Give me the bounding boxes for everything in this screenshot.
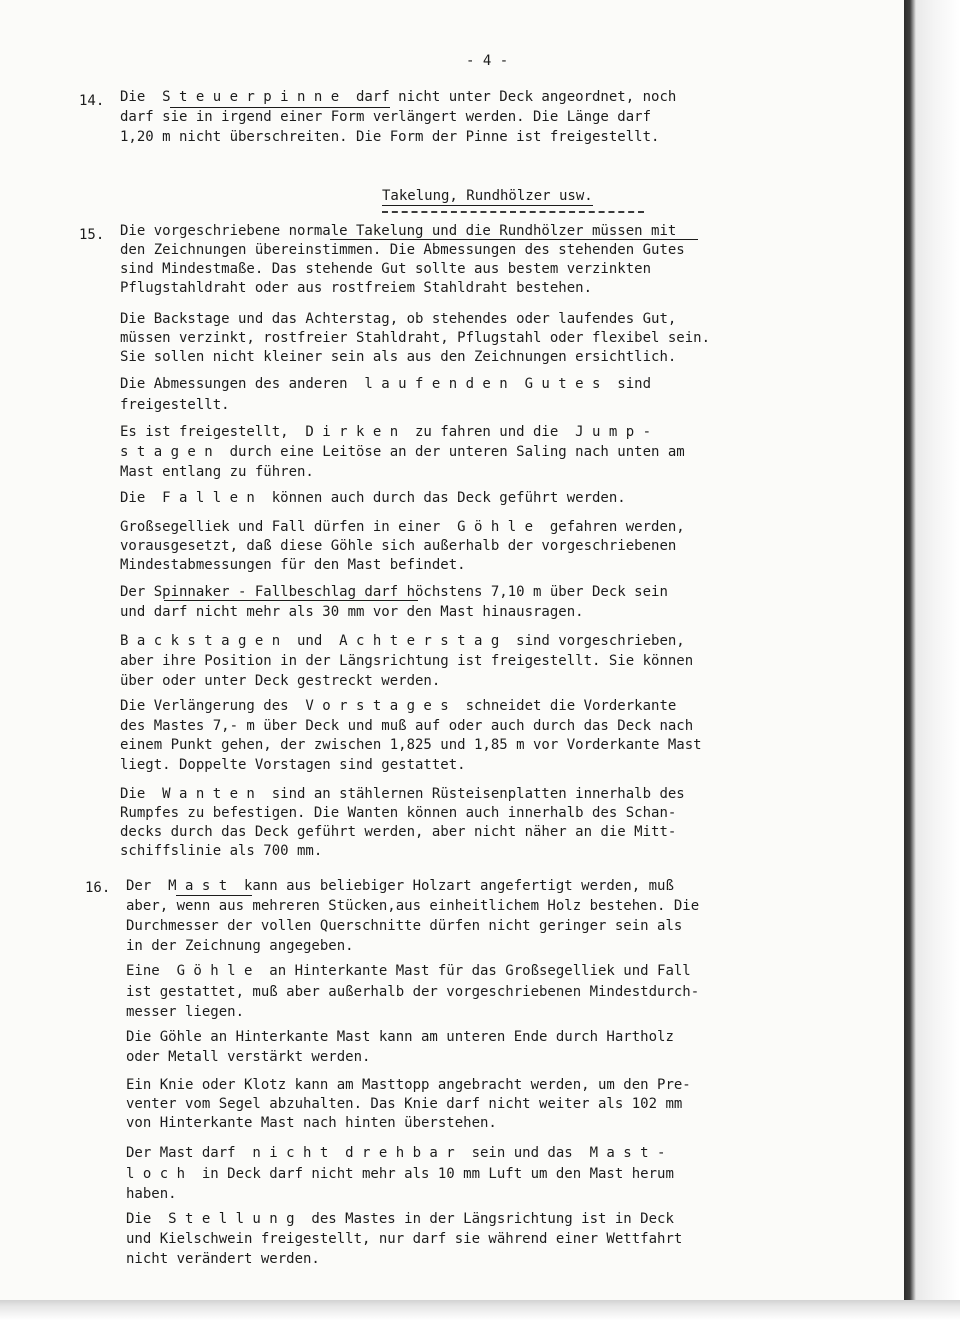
section-15-line: freigestellt. [120,397,230,413]
section-15-line: liegt. Doppelte Vorstagen sind gestattet. [120,757,466,773]
section-16-line: Durchmesser der vollen Querschnitte dürfen nicht geringer sein als [126,918,683,934]
section-15-line: Mindestabmessungen für den Mast befindet. [120,557,466,573]
section-number-16: 16. [85,880,111,896]
section-number-14: 14. [79,93,105,109]
section-15-line: Die W a n t e n sind an stählernen Rüsteisenplatten innerhalb des [120,786,685,802]
section-15-line: Der Spinnaker - Fallbeschlag darf höchstens 7,10 m über Deck sein [120,584,668,600]
section-15-line: Pflugstahldraht oder aus rostfreiem Stahldraht bestehen. [120,280,593,296]
section-14-line: 1,20 m nicht überschreiten. Die Form der Pinne ist freigestellt. [120,129,660,145]
section-16-line: Die Göhle an Hinterkante Mast kann am unteren Ende durch Hartholz [126,1029,674,1045]
section-16-line: l o c h in Deck darf nicht mehr als 10 mm Luft um den Mast herum [126,1166,674,1182]
section-16-line: haben. [126,1186,177,1202]
section-16-line: Die S t e l l u n g des Mastes in der Längsrichtung ist in Deck [126,1211,674,1227]
section-15-line: einem Punkt gehen, der zwischen 1,825 und 1,85 m vor Vorderkante Mast [120,737,702,753]
underline-normale-takelung [330,239,698,240]
section-15-line: Die F a l l e n können auch durch das Deck geführt werden. [120,490,626,506]
section-16-line: Der Mast darf n i c h t d r e h b a r sein und das M a s t - [126,1145,666,1161]
section-number-15: 15. [79,227,105,243]
section-15-line: sind Mindestmaße. Das stehende Gut sollte aus bestem verzinkten [120,261,652,277]
section-15-line: Es ist freigestellt, D i r k e n zu fahren und die J u m p - [120,424,652,440]
section-15-line: über oder unter Deck gestreckt werden. [120,673,441,689]
scan-binding-shadow [904,0,960,1320]
section-15-line: Großsegelliek und Fall dürfen in einer G ö h l e gefahren werden, [120,519,685,535]
section-15-line: und darf nicht mehr als 30 mm vor den Mast hinausragen. [120,604,584,620]
section-15-line: vorausgesetzt, daß diese Göhle sich außerhalb der vorgeschriebenen [120,538,677,554]
section-16-line: Eine G ö h l e an Hinterkante Mast für das Großsegelliek und Fall [126,963,691,979]
section-16-line: Ein Knie oder Klotz kann am Masttopp angebracht werden, um den Pre- [126,1077,691,1093]
section-16-line: ist gestattet, muß aber außerhalb der vorgeschriebenen Mindestdurch- [126,984,700,1000]
section-heading: Takelung, Rundhölzer usw. [382,188,593,204]
section-15-line: Die Verlängerung des V o r s t a g e s schneidet die Vorderkante [120,698,677,714]
section-16-line: Der M a s t kann aus beliebiger Holzart angefertigt werden, muß [126,878,674,894]
section-15-line: den Zeichnungen übereinstimmen. Die Abmessungen des stehenden Gutes [120,242,685,258]
underline-mast [176,895,252,896]
section-16-line: von Hinterkante Mast nach hinten überstehen. [126,1115,497,1131]
section-15-line: aber ihre Position in der Längsrichtung ist freigestellt. Sie können [120,653,694,669]
section-16-line: venter vom Segel abzuhalten. Das Knie darf nicht weiter als 102 mm [126,1096,683,1112]
page-number: - 4 - [466,53,509,69]
section-16-line: oder Metall verstärkt werden. [126,1049,371,1065]
section-15-line: Sie sollen nicht kleiner sein als aus den Zeichnungen ersichtlich. [120,349,677,365]
section-16-line: nicht verändert werden. [126,1251,320,1267]
section-16-line: und Kielschwein freigestellt, nur darf sie während einer Wettfahrt [126,1231,683,1247]
heading-dashed-underline [382,211,644,213]
section-15-line: Rumpfes zu befestigen. Die Wanten können auch innerhalb des Schan- [120,805,677,821]
section-15-line: des Mastes 7,- m über Deck und muß auf oder auch durch das Deck nach [120,718,694,734]
section-16-line: in der Zeichnung angegeben. [126,938,354,954]
section-16-line: messer liegen. [126,1004,245,1020]
section-14-line: darf sie in irgend einer Form verlängert werden. Die Länge darf [120,109,652,125]
scan-bottom-edge [0,1300,960,1320]
section-15-line: Die vorgeschriebene normale Takelung und die Rundhölzer müssen mit [120,223,677,239]
section-15-line: decks durch das Deck geführt werden, aber nicht näher an die Mitt- [120,824,677,840]
section-15-line: müssen verzinkt, rostfreier Stahldraht, Pflugstahl oder flexibel sein. [120,330,711,346]
section-15-line: schiffslinie als 700 mm. [120,843,323,859]
section-15-line: Die Abmessungen des anderen l a u f e n d e n G u t e s sind [120,376,652,392]
section-15-line: s t a g e n durch eine Leitöse an der unteren Saling nach unten am [120,444,685,460]
section-15-line: B a c k s t a g e n und A c h t e r s t a g sind vorgeschrieben, [120,633,685,649]
section-15-line: Mast entlang zu führen. [120,464,314,480]
underline-steuerpinne [170,107,390,108]
section-15-line: Die Backstage und das Achterstag, ob stehendes oder laufendes Gut, [120,311,677,327]
section-16-line: aber, wenn aus mehreren Stücken,aus einheitlichem Holz bestehen. Die [126,898,700,914]
section-14-line: Die S t e u e r p i n n e darf nicht unter Deck angeordnet, noch [120,89,677,105]
underline-spinnaker-fallbeschlag [164,600,418,601]
